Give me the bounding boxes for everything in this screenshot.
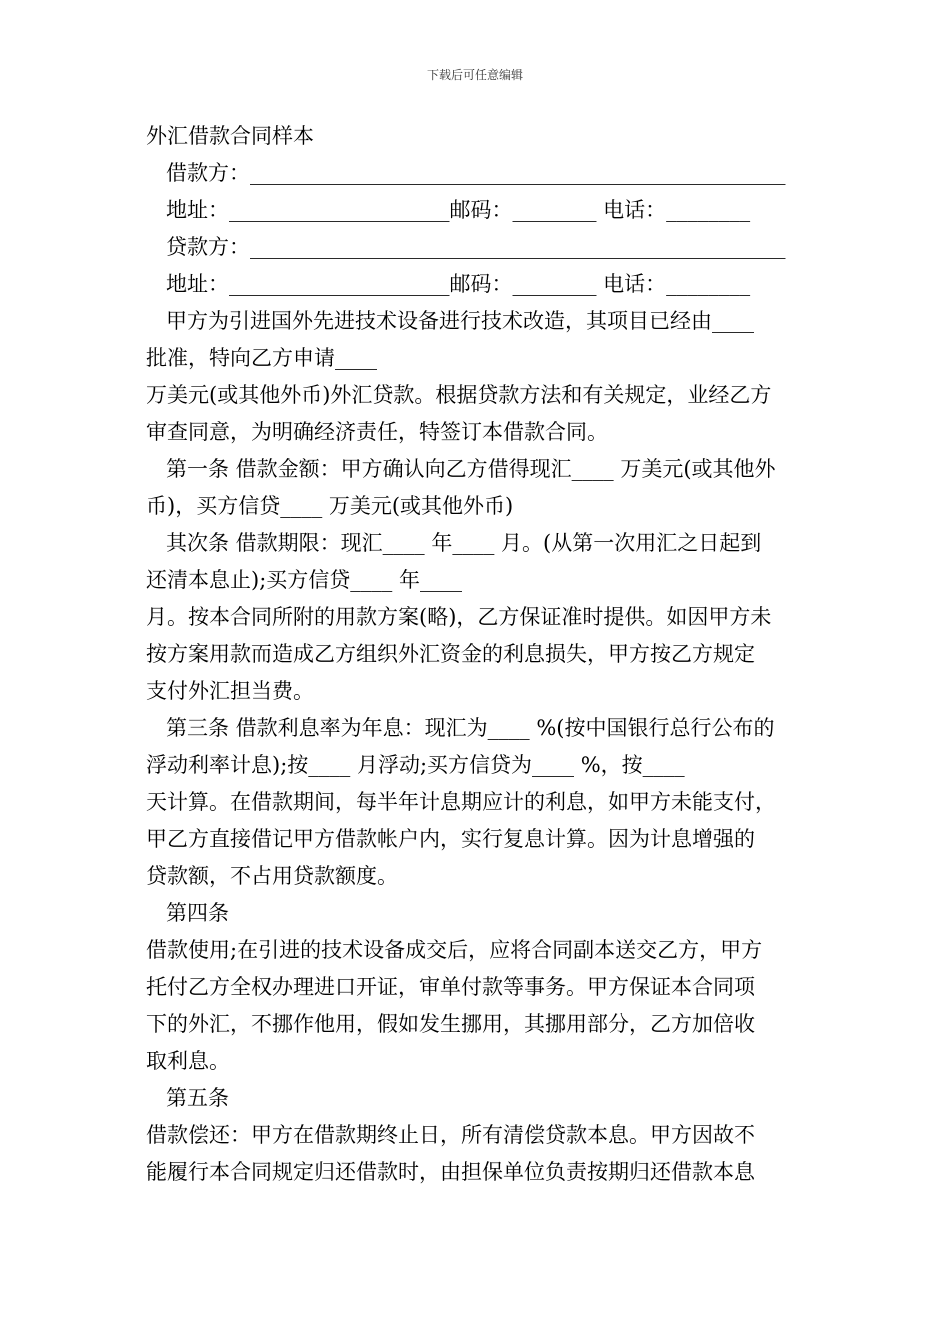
contract-text-line: 支付外汇担当费。 [146,679,314,703]
lender-line: 贷款方：___________________________________________________ [166,235,786,259]
contract-text-line: 还清本息止);买方信贷____ 年____ [146,568,462,592]
page-header-note: 下载后可任意编辑 [426,68,523,82]
contract-body [146,303,810,1191]
contract-text-line: 第四条 [166,901,229,925]
contract-text-line: 托付乙方全权办理进口开证，审单付款等事务。甲方保证本合同项 [146,975,755,999]
contract-text-line: 第三条 借款利息率为年息：现汇为____ %(按中国银行总行公布的 [166,716,775,740]
contract-text-line: 审查同意，为明确经济责任，特签订本借款合同。 [146,420,608,444]
lender-address-line: 地址：_____________________邮码：________ 电话：________ [166,272,751,296]
contract-text-line: 能履行本合同规定归还借款时，由担保单位负责按期归还借款本息 [146,1160,755,1184]
contract-document [146,118,810,1191]
document-title: 外汇借款合同样本 [146,124,314,148]
contract-text-line: 批准，特向乙方申请____ [146,346,377,370]
contract-text-line: 月。按本合同所附的用款方案(略)，乙方保证准时提供。如因甲方未 [146,605,772,629]
contract-text-line: 其次条 借款期限：现汇____ 年____ 月。(从第一次用汇之日起到 [166,531,762,555]
contract-text-line: 第一条 借款金额：甲方确认向乙方借得现汇____ 万美元(或其他外 [166,457,776,481]
contract-text-line: 万美元(或其他外币)外汇贷款。根据贷款方法和有关规定，业经乙方 [146,383,772,407]
contract-text-line: 第五条 [166,1086,229,1110]
contract-text-line: 借款偿还：甲方在借款期终止日，所有清偿贷款本息。甲方因故不 [146,1123,755,1147]
contract-text-line: 贷款额，不占用贷款额度。 [146,864,398,888]
borrower-line: 借款方：___________________________________________________ [166,161,786,185]
contract-text-line: 借款使用;在引进的技术设备成交后，应将合同副本送交乙方，甲方 [146,938,763,962]
contract-text-line: 币)，买方信贷____ 万美元(或其他外币) [146,494,514,518]
contract-text-line: 按方案用款而造成乙方组织外汇资金的利息损失，甲方按乙方规定 [146,642,755,666]
contract-text-line: 取利息。 [146,1049,230,1073]
contract-text-line: 浮动利率计息);按____ 月浮动;买方信贷为____ %，按____ [146,753,685,777]
borrower-address-line: 地址：_____________________邮码：________ 电话：________ [166,198,751,222]
contract-text-line: 甲方为引进国外先进技术设备进行技术改造，其项目已经由____ [166,309,754,333]
contract-text-line: 甲乙方直接借记甲方借款帐户内，实行复息计算。因为计息增强的 [146,827,755,851]
contract-text-line: 天计算。在借款期间，每半年计息期应计的利息，如甲方未能支付， [146,790,776,814]
contract-text-line: 下的外汇，不挪作他用，假如发生挪用，其挪用部分，乙方加倍收 [146,1012,755,1036]
